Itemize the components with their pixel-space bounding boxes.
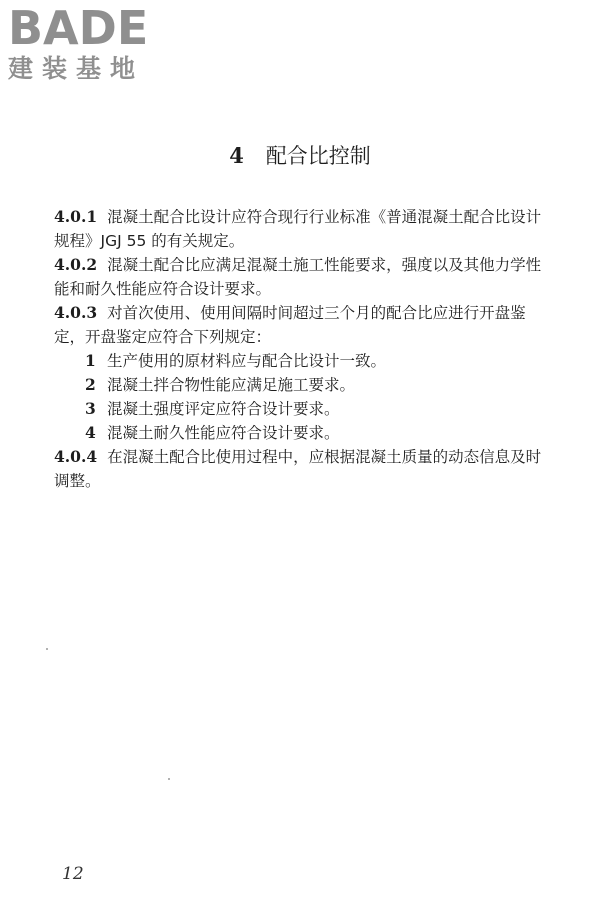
chapter-number: 4 xyxy=(229,143,244,168)
clause-4-0-3 xyxy=(54,301,554,349)
clause-4-0-4 xyxy=(54,445,554,493)
item-number: 1 xyxy=(85,351,96,370)
clause-text: 对首次使用、使用间隔时间超过三个月的配合比应进行开盘鉴定，开盘鉴定应符合下列规定： xyxy=(54,304,526,346)
list-item xyxy=(54,373,554,397)
scan-speck xyxy=(46,648,48,650)
item-text: 生产使用的原材料应与配合比设计一致。 xyxy=(107,352,387,370)
list-item xyxy=(54,421,554,445)
item-text: 混凝土耐久性能应符合设计要求。 xyxy=(107,424,340,442)
item-number: 4 xyxy=(85,423,96,442)
clause-number: 4.0.3 xyxy=(54,303,98,322)
clause-4-0-2 xyxy=(54,253,554,301)
logo-subtitle: 建装基地 xyxy=(8,54,145,83)
page-number: 12 xyxy=(62,864,84,884)
chapter-title xyxy=(0,143,600,169)
list-item xyxy=(54,349,554,373)
clause-4-0-1 xyxy=(54,205,554,253)
clause-number: 4.0.4 xyxy=(54,447,98,466)
document-body xyxy=(54,205,554,493)
clause-number: 4.0.2 xyxy=(54,255,98,274)
item-text: 混凝土强度评定应符合设计要求。 xyxy=(107,400,340,418)
item-number: 2 xyxy=(85,375,96,394)
clause-text: 在混凝土配合比使用过程中，应根据混凝土质量的动态信息及时调整。 xyxy=(54,448,542,490)
clause-text: 混凝土配合比应满足混凝土施工性能要求，强度以及其他力学性能和耐久性能应符合设计要求。 xyxy=(54,256,542,298)
brand-logo xyxy=(8,1,178,84)
scan-speck xyxy=(168,778,170,780)
logo-wordmark: BADE xyxy=(8,1,149,55)
item-number: 3 xyxy=(85,399,96,418)
clause-text: 混凝土配合比设计应符合现行行业标准《普通混凝土配合比设计规程》JGJ 55 的有关规定。 xyxy=(54,208,542,250)
clause-number: 4.0.1 xyxy=(54,207,98,226)
item-text: 混凝土拌合物性能应满足施工要求。 xyxy=(107,376,356,394)
list-item xyxy=(54,397,554,421)
chapter-title-text: 配合比控制 xyxy=(265,144,371,168)
